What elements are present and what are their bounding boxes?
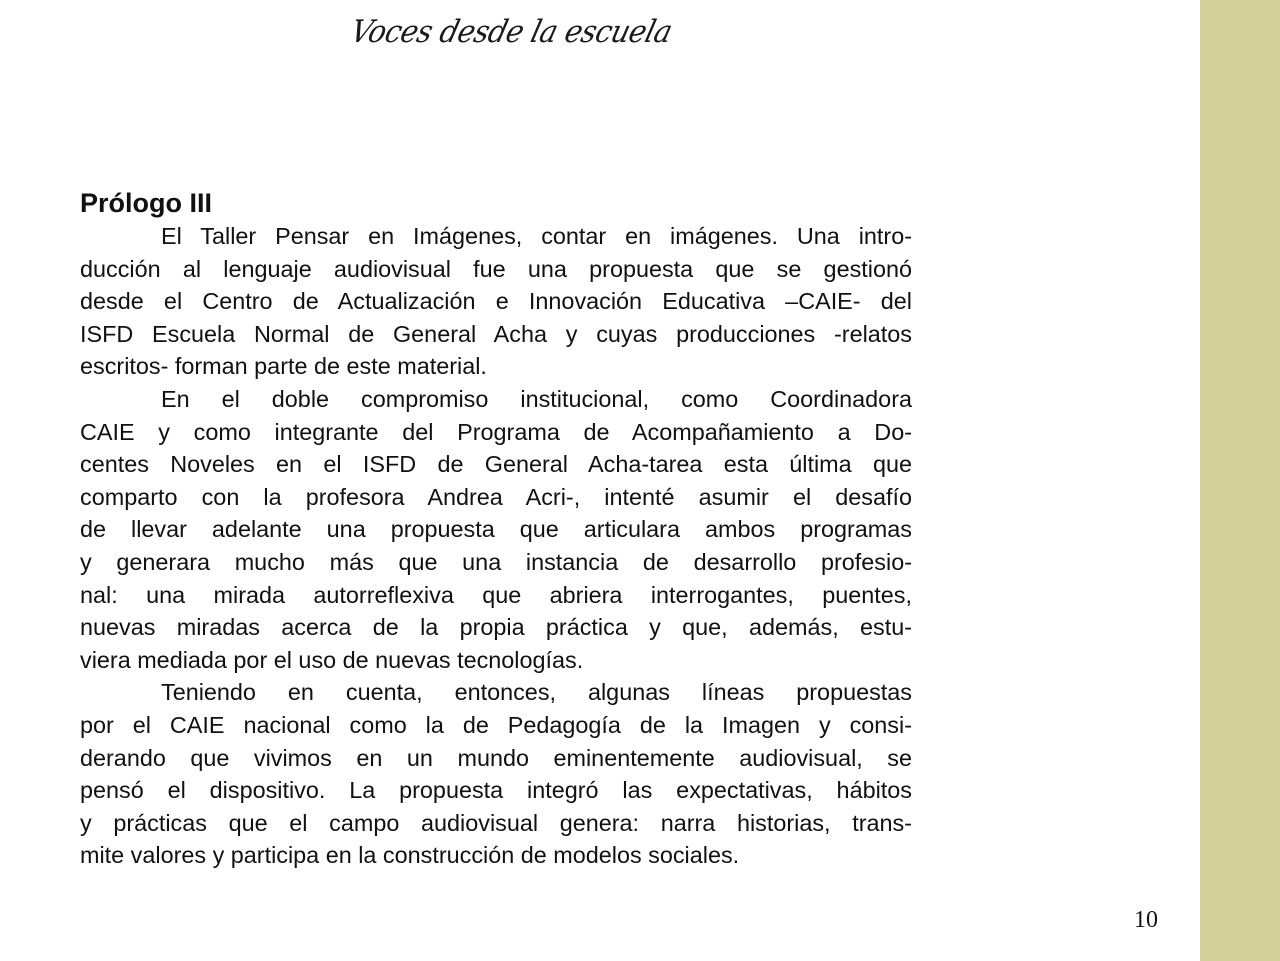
running-head: Voces desde la escuela <box>347 14 676 50</box>
text-line: de llevar adelante una propuesta que articulara ambos programas <box>80 516 912 543</box>
text-line: y prácticas que el campo audiovisual genera: narra historias, trans- <box>80 809 912 836</box>
text-line: comparto con la profesora Andrea Acri-, intenté asumir el desafío <box>80 483 912 510</box>
text-line: En el doble compromiso institucional, como Coordinadora <box>161 385 912 412</box>
paragraph-2 <box>80 383 912 676</box>
text-line: ISFD Escuela Normal de General Acha y cuyas producciones -relatos <box>80 320 912 347</box>
text-line: ducción al lenguaje audiovisual fue una propuesta que se gestionó <box>80 255 912 282</box>
text-line: viera mediada por el uso de nuevas tecnologías. <box>80 646 584 673</box>
text-line: nal: una mirada autorreflexiva que abriera interrogantes, puentes, <box>80 581 912 608</box>
text-line: centes Noveles en el ISFD de General Acha-tarea esta última que <box>80 451 912 478</box>
paragraph-1 <box>80 220 912 383</box>
page-number: 10 <box>1134 907 1158 933</box>
text-line: y generara mucho más que una instancia de desarrollo profesio- <box>80 548 912 575</box>
paragraph-3 <box>80 676 912 872</box>
text-line: mite valores y participa en la construcción de modelos sociales. <box>80 842 740 869</box>
prologue-section <box>80 186 912 872</box>
text-line: CAIE y como integrante del Programa de Acompañamiento a Do- <box>80 418 912 445</box>
text-line: Teniendo en cuenta, entonces, algunas líneas propuestas <box>161 679 912 706</box>
text-line: escritos- forman parte de este material. <box>80 353 487 380</box>
text-line: El Taller Pensar en Imágenes, contar en imágenes. Una intro- <box>161 223 912 249</box>
text-line: desde el Centro de Actualización e Innovación Educativa –CAIE- del <box>80 288 912 315</box>
decorative-side-band <box>1200 0 1280 961</box>
text-line: derando que vivimos en un mundo eminentemente audiovisual, se <box>80 744 912 771</box>
text-line: por el CAIE nacional como la de Pedagogía de la Imagen y consi- <box>80 711 912 738</box>
section-title: Prólogo III <box>80 188 212 218</box>
text-line: nuevas miradas acerca de la propia práctica y que, además, estu- <box>80 614 912 641</box>
text-line: pensó el dispositivo. La propuesta integró las expectativas, hábitos <box>80 777 912 804</box>
